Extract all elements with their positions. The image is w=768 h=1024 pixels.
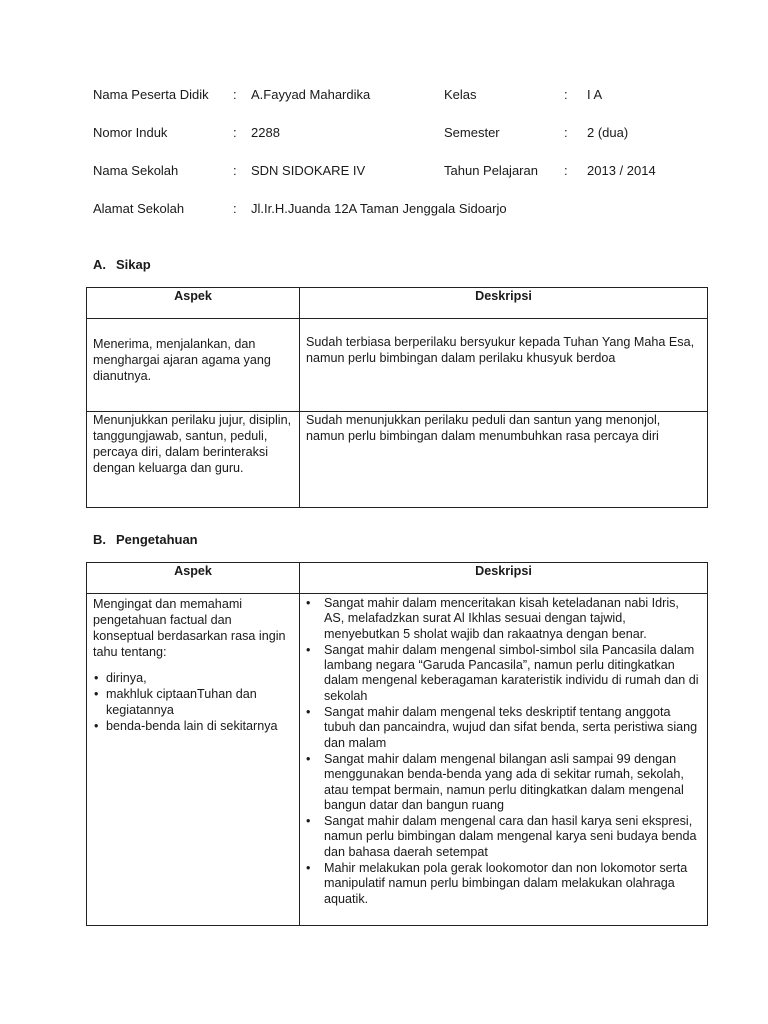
- deskripsi-cell: Sudah terbiasa berperilaku bersyukur kepada Tuhan Yang Maha Esa, namun perlu bimbingan dalam perilaku khusyuk berdoa: [300, 319, 708, 412]
- separator: :: [233, 125, 237, 140]
- header-aspek: Aspek: [87, 563, 300, 594]
- section-b-number: B.: [93, 532, 106, 547]
- info-row-nomor: [93, 125, 713, 163]
- header-aspek: Aspek: [87, 288, 300, 319]
- info-row-sekolah: [93, 163, 713, 201]
- value-alamat-sekolah: Jl.Ir.H.Juanda 12A Taman Jenggala Sidoarjo: [251, 201, 507, 216]
- value-nama-peserta: A.Fayyad Mahardika: [251, 87, 371, 102]
- label-nama-peserta: Nama Peserta Didik: [93, 87, 209, 102]
- list-item: • Sangat mahir dalam menceritakan kisah keteladanan nabi Idris, AS, melafadzkan surat Al Ikhlas sesuai dengan tajwid, menyebutkan 5 sholat wajib dan rakaatnya dengan benar.: [302, 596, 701, 642]
- aspek-list: [93, 670, 293, 734]
- info-row-alamat: [93, 201, 713, 239]
- table-header-row: [87, 288, 708, 319]
- table-row: [87, 319, 708, 412]
- deskripsi-cell: Sudah menunjukkan perilaku peduli dan santun yang menonjol, namun perlu bimbingan dalam menumbuhkan rasa percaya diri: [300, 412, 708, 508]
- section-a-title: [93, 257, 151, 272]
- separator: :: [233, 201, 237, 216]
- section-a-number: A.: [93, 257, 106, 272]
- list-item: • Sangat mahir dalam mengenal cara dan hasil karya seni ekspresi, namun perlu bimbingan dalam mengenal karya seni budaya benda dan bahasa daerah setempat: [302, 814, 701, 860]
- student-info: [93, 87, 713, 239]
- label-semester: Semester: [444, 125, 500, 140]
- list-item: • Sangat mahir dalam mengenal simbol-simbol sila Pancasila dalam lambang negara “Garuda Pancasila”, namun perlu ditingkatkan dalam mengenal keberagaman karateristik individu di rumah dan di sekolah: [302, 643, 701, 704]
- table-row: [87, 594, 708, 926]
- info-row-name: [93, 87, 713, 125]
- deskripsi-cell: [300, 594, 708, 926]
- list-item: • dirinya,: [93, 670, 293, 686]
- separator: :: [564, 87, 568, 102]
- separator: :: [233, 163, 237, 178]
- table-header-row: [87, 563, 708, 594]
- separator: :: [233, 87, 237, 102]
- label-alamat-sekolah: Alamat Sekolah: [93, 201, 185, 216]
- list-item: • makhluk ciptaanTuhan dan kegiatannya: [93, 686, 293, 718]
- list-item: • Sangat mahir dalam mengenal teks deskriptif tentang anggota tubuh dan pancaindra, wujud dan sifat benda, serta peristiwa siang dan malam: [302, 705, 701, 751]
- section-b-title: [93, 532, 198, 547]
- list-item: • benda-benda lain di sekitarnya: [93, 718, 293, 734]
- label-kelas: Kelas: [444, 87, 477, 102]
- aspek-intro: Mengingat dan memahami pengetahuan factual dan konseptual berdasarkan rasa ingin tahu tentang:: [93, 597, 286, 659]
- section-b-label: Pengetahuan: [116, 532, 198, 547]
- value-semester: 2 (dua): [587, 125, 629, 140]
- list-item: • Mahir melakukan pola gerak lookomotor dan non lokomotor serta manipulatif namun perlu bimbingan dalam melakukan olahraga aquatik.: [302, 861, 701, 907]
- table-row: [87, 412, 708, 508]
- label-nomor-induk: Nomor Induk: [93, 125, 168, 140]
- separator: :: [564, 163, 568, 178]
- pengetahuan-table: [86, 562, 708, 926]
- header-deskripsi: Deskripsi: [300, 288, 708, 319]
- value-nama-sekolah: SDN SIDOKARE IV: [251, 163, 366, 178]
- aspek-cell: [87, 594, 300, 926]
- aspek-cell: Menerima, menjalankan, dan menghargai ajaran agama yang dianutnya.: [87, 319, 300, 412]
- sikap-table: [86, 287, 708, 508]
- aspek-cell: Menunjukkan perilaku jujur, disiplin, tanggungjawab, santun, peduli, percaya diri, dalam berinteraksi dengan keluarga dan guru.: [87, 412, 300, 508]
- separator: :: [564, 125, 568, 140]
- value-kelas: I A: [587, 87, 603, 102]
- label-nama-sekolah: Nama Sekolah: [93, 163, 179, 178]
- deskripsi-list: [302, 596, 701, 907]
- value-nomor-induk: 2288: [251, 125, 280, 140]
- list-item: • Sangat mahir dalam mengenal bilangan asli sampai 99 dengan menggunakan benda-benda yang ada di sekitar rumah, sekolah, atau tempat bermain, namun perlu ditingkatkan dalam mengenal bangun datar dan bangun ruang: [302, 752, 701, 813]
- section-a-label: Sikap: [116, 257, 151, 272]
- value-tahun-pelajaran: 2013 / 2014: [587, 163, 656, 178]
- label-tahun-pelajaran: Tahun Pelajaran: [444, 163, 538, 178]
- header-deskripsi: Deskripsi: [300, 563, 708, 594]
